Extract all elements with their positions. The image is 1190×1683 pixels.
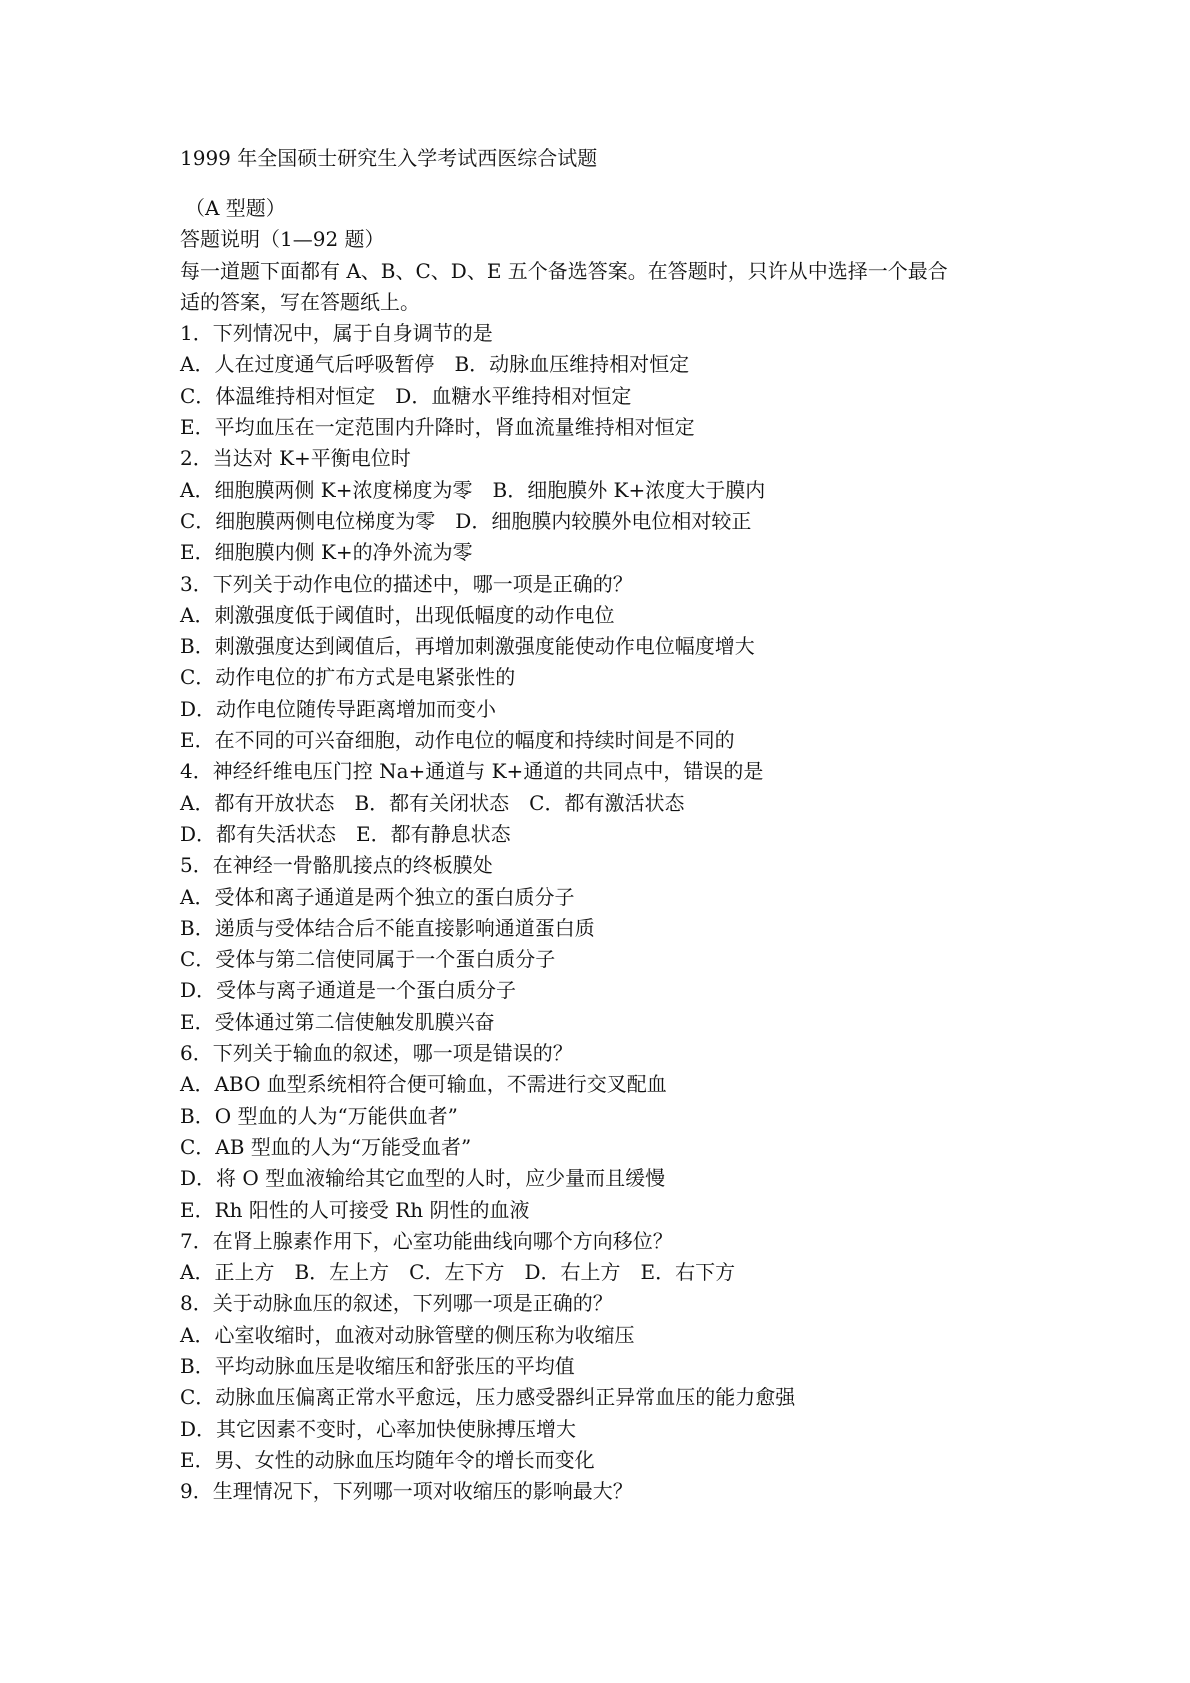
question-line: 5．在神经一骨骼肌接点的终板膜处 [180,853,493,878]
document-page [180,143,1060,1507]
question-line: D．都有失活状态 E．都有静息状态 [180,821,511,846]
question-line: C．体温维持相对恒定 D．血糖水平维持相对恒定 [180,383,632,408]
question-line: D．将 O 型血液输给其它血型的人时，应少量而且缓慢 [180,1166,666,1191]
question-line: D．动作电位随传导距离增加而变小 [180,696,497,721]
question-line: A．ABO 血型系统相符合便可输血，不需进行交叉配血 [180,1072,667,1097]
question-line: 8．关于动脉血压的叙述，下列哪一项是正确的？ [180,1291,613,1316]
section-label: （A 型题） [185,196,286,220]
question-line: 7．在肾上腺素作用下，心室功能曲线向哪个方向移位？ [180,1228,673,1253]
question-line: C．动脉血压偏离正常水平愈远，压力感受器纠正异常血压的能力愈强 [180,1385,796,1410]
question-line: 1．下列情况中，属于自身调节的是 [180,321,493,346]
question-line: A．细胞膜两侧 K+浓度梯度为零 B．细胞膜外 K+浓度大于膜内 [180,477,766,502]
question-line: A．人在过度通气后呼吸暂停 B．动脉血压维持相对恒定 [180,352,690,377]
question-line: E．在不同的可兴奋细胞，动作电位的幅度和持续时间是不同的 [180,728,735,753]
document-title: 1999 年全国硕士研究生入学考试西医综合试题 [180,146,598,170]
question-line: C．受体与第二信使同属于一个蛋白质分子 [180,947,556,972]
question-line: B．递质与受体结合后不能直接影响通道蛋白质 [180,915,595,940]
question-line: A．正上方 B．左上方 C．左下方 D．右上方 E．右下方 [180,1260,736,1285]
question-line: E．Rh 阳性的人可接受 Rh 阴性的血液 [180,1197,530,1222]
question-list [180,318,1060,1507]
question-line: D．其它因素不变时，心率加快使脉搏压增大 [180,1416,577,1441]
question-line: 3．下列关于动作电位的描述中，哪一项是正确的？ [180,571,633,596]
question-line: A．刺激强度低于阈值时，出现低幅度的动作电位 [180,602,615,627]
question-line: 6．下列关于输血的叙述，哪一项是错误的？ [180,1041,573,1066]
instructions-line: 适的答案，写在答题纸上。 [180,289,420,314]
question-line: E．细胞膜内侧 K+的净外流为零 [180,540,473,565]
question-line: B．平均动脉血压是收缩压和舒张压的平均值 [180,1353,575,1378]
question-line: C．细胞膜两侧电位梯度为零 D．细胞膜内较膜外电位相对较正 [180,508,752,533]
question-line: A．都有开放状态 B．都有关闭状态 C．都有激活状态 [180,790,685,815]
question-line: 9．生理情况下，下列哪一项对收缩压的影响最大？ [180,1479,633,1504]
question-line: C．AB 型血的人为“万能受血者” [180,1134,472,1159]
question-line: C．动作电位的扩布方式是电紧张性的 [180,665,516,690]
question-line: B．刺激强度达到阈值后，再增加刺激强度能使动作电位幅度增大 [180,634,755,659]
question-line: E．受体通过第二信使触发肌膜兴奋 [180,1009,495,1034]
question-line: A．受体和离子通道是两个独立的蛋白质分子 [180,884,575,909]
question-line: D．受体与离子通道是一个蛋白质分子 [180,978,517,1003]
question-line: A．心室收缩时，血液对动脉管壁的侧压称为收缩压 [180,1322,635,1347]
instructions-heading: 答题说明（1—92 题） [180,227,385,252]
question-line: 4．神经纤维电压门控 Na+通道与 K+通道的共同点中，错误的是 [180,759,764,784]
question-line: 2．当达对 K+平衡电位时 [180,446,411,471]
question-line: E．男、女性的动脉血压均随年令的增长而变化 [180,1447,595,1472]
question-line: E．平均血压在一定范围内升降时，肾血流量维持相对恒定 [180,415,695,440]
instructions-line: 每一道题下面都有 A、B、C、D、E 五个备选答案。在答题时，只许从中选择一个最合 [180,258,948,283]
question-line: B．O 型血的人为“万能供血者” [180,1103,458,1128]
